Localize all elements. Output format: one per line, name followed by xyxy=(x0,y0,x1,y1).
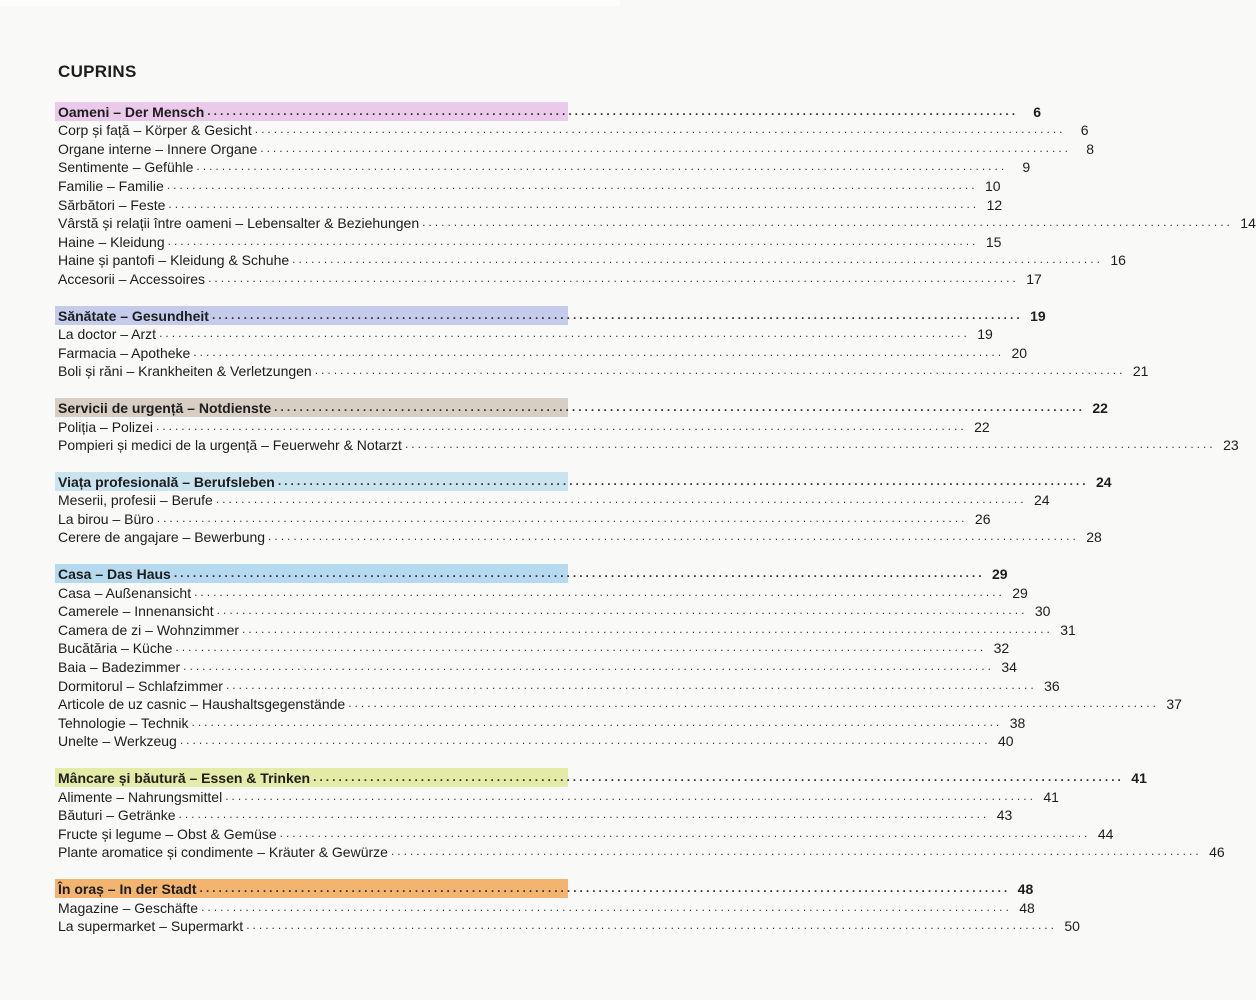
leader-dots: ................................................................................................................................ xyxy=(194,584,1005,599)
entry-title: Familie – Familie xyxy=(58,177,164,194)
section-page-number: 19 xyxy=(1030,307,1046,324)
entry-page-number: 34 xyxy=(1001,659,1017,676)
section-page-number: 22 xyxy=(1092,399,1108,416)
entry-page-number: 36 xyxy=(1044,677,1060,694)
entry-title: Poliția – Polizei xyxy=(58,418,153,435)
toc-entry[interactable] xyxy=(55,176,1001,195)
toc-entry[interactable] xyxy=(55,843,1225,862)
section-heading[interactable] xyxy=(55,768,1147,787)
leader-dots: ................................................................................................................................ xyxy=(404,437,1216,452)
toc-entry[interactable] xyxy=(55,343,1028,362)
entry-page-number: 10 xyxy=(984,177,1001,194)
toc-entry[interactable] xyxy=(55,917,1080,936)
entry-page-number: 23 xyxy=(1223,437,1239,454)
leader-dots: ................................................................................................................................ xyxy=(274,399,1085,414)
toc-entry[interactable] xyxy=(55,195,1003,214)
section-heading[interactable] xyxy=(55,879,1034,898)
leader-dots: ................................................................................................................................ xyxy=(215,492,1027,507)
toc-entry[interactable] xyxy=(55,417,990,436)
leader-dots: ................................................................................................................................ xyxy=(260,140,1071,155)
entry-page-number: 20 xyxy=(1011,344,1028,361)
leader-dots: ................................................................................................................................ xyxy=(156,510,968,525)
entry-title: Articole de uz casnic – Haushaltsgegenstände xyxy=(58,696,346,713)
entry-title: La birou – Büro xyxy=(58,510,154,527)
toc-entry[interactable] xyxy=(55,214,1256,233)
entry-title: Boli și răni – Krankheiten & Verletzungen xyxy=(58,363,312,380)
leader-dots: ................................................................................................................................ xyxy=(173,566,985,581)
entry-title: Unelte – Werkzeug xyxy=(58,733,177,750)
leader-dots: ................................................................................................................................ xyxy=(167,233,979,248)
entry-title: Cerere de angajare – Bewerbung xyxy=(58,529,266,546)
toc-entry[interactable] xyxy=(55,509,991,528)
entry-title: Farmacia – Apotheke xyxy=(58,344,191,361)
toc-section xyxy=(55,768,1225,861)
page-title: CUPRINS xyxy=(58,62,137,81)
section-page-number: 41 xyxy=(1131,770,1147,786)
entry-title: Pompieri și medici de la urgență – Feuerwehr & Notarzt xyxy=(58,437,402,454)
entry-page-number: 14 xyxy=(1240,215,1256,232)
leader-dots: ................................................................................................................................ xyxy=(183,659,994,674)
entry-title: Haine și pantofi – Kleidung & Schuhe xyxy=(58,252,290,269)
entry-page-number: 28 xyxy=(1086,529,1102,546)
entry-page-number: 37 xyxy=(1166,696,1182,713)
toc-entry[interactable] xyxy=(55,158,1031,177)
entry-title: La doctor – Arzt xyxy=(58,326,157,343)
leader-dots: ................................................................................................................................ xyxy=(422,215,1233,230)
toc-entry[interactable] xyxy=(55,251,1126,270)
toc-entry[interactable] xyxy=(55,824,1114,843)
section-page-number: 48 xyxy=(1017,880,1034,897)
toc-entry[interactable] xyxy=(55,139,1094,158)
entry-title: Magazine – Geschäfte xyxy=(58,899,199,916)
entry-title: Meserii, profesii – Berufe xyxy=(58,492,213,509)
toc-section xyxy=(55,102,1256,288)
entry-title: Camerele – Innenansicht xyxy=(58,603,214,620)
toc-entry[interactable] xyxy=(55,620,1076,639)
section-title: În oraș – In der Stadt xyxy=(58,880,197,897)
toc-entry[interactable] xyxy=(55,583,1028,602)
toc-entry[interactable] xyxy=(55,657,1017,676)
leader-dots: ................................................................................................................................ xyxy=(254,122,1066,137)
entry-title: Sentimente – Gefühle xyxy=(58,159,194,176)
entry-page-number: 29 xyxy=(1012,584,1028,601)
toc-entry[interactable] xyxy=(55,676,1060,695)
entry-page-number: 21 xyxy=(1132,363,1149,380)
entry-title: Organe interne – Innere Organe xyxy=(58,140,258,157)
leader-dots: ................................................................................................................................ xyxy=(155,418,967,433)
entry-page-number: 50 xyxy=(1064,918,1080,935)
leader-dots: ................................................................................................................................ xyxy=(313,770,1124,784)
entry-title: Camera de zi – Wohnzimmer xyxy=(58,621,240,638)
entry-title: Haine – Kleidung xyxy=(58,233,165,250)
entry-title: Tehnologie – Technik xyxy=(58,714,189,731)
leader-dots: ................................................................................................................................ xyxy=(193,344,1005,359)
entry-title: Plante aromatice și condimente – Kräuter & Gewürze xyxy=(58,844,388,861)
entry-page-number: 30 xyxy=(1034,603,1051,620)
section-title: Sănătate – Gesundheit xyxy=(58,307,209,324)
toc-section xyxy=(55,306,1149,380)
entry-title: Dormitorul – Schlafzimmer xyxy=(58,677,223,694)
leader-dots: ................................................................................................................................ xyxy=(191,714,1003,729)
section-title: Viața profesională – Berufsleben xyxy=(58,473,275,490)
section-heading[interactable] xyxy=(55,564,1008,583)
toc-entry[interactable] xyxy=(55,695,1182,714)
section-page-number: 24 xyxy=(1096,473,1112,490)
entry-title: Corp și față – Körper & Gesicht xyxy=(58,122,252,139)
entry-page-number: 32 xyxy=(993,640,1010,657)
toc-entry[interactable] xyxy=(55,325,993,344)
entry-page-number: 31 xyxy=(1060,621,1076,638)
section-heading[interactable] xyxy=(55,472,1112,491)
entry-page-number: 40 xyxy=(997,733,1014,750)
section-heading[interactable] xyxy=(55,398,1108,417)
toc-section xyxy=(55,564,1182,750)
entry-title: Casa – Außenansicht xyxy=(58,584,192,601)
leader-dots: ................................................................................................................................ xyxy=(175,640,987,655)
leader-dots: ................................................................................................................................ xyxy=(292,252,1103,267)
toc-entry[interactable] xyxy=(55,269,1042,288)
toc-entry[interactable] xyxy=(55,232,1002,251)
leader-dots: ................................................................................................................................ xyxy=(178,807,990,822)
toc-entry[interactable] xyxy=(55,121,1089,140)
leader-dots: ................................................................................................................................ xyxy=(277,473,1089,488)
leader-dots: ................................................................................................................................ xyxy=(199,880,1011,895)
toc-entry[interactable] xyxy=(55,806,1013,825)
leader-dots: ................................................................................................................................ xyxy=(225,677,1037,692)
entry-page-number: 6 xyxy=(1080,122,1089,139)
leader-dots: ................................................................................................................................ xyxy=(159,326,970,341)
entry-page-number: 38 xyxy=(1009,714,1026,731)
toc-entry[interactable] xyxy=(55,898,1035,917)
leader-dots: ................................................................................................................................ xyxy=(242,621,1053,636)
section-title: Oameni – Der Mensch xyxy=(58,103,205,120)
entry-title: Vârstă și relații între oameni – Lebensalter & Beziehungen xyxy=(58,215,420,232)
leader-dots: ................................................................................................................................ xyxy=(279,825,1091,840)
entry-page-number: 41 xyxy=(1043,788,1059,805)
toc-entry[interactable] xyxy=(55,528,1102,547)
entry-page-number: 48 xyxy=(1019,899,1035,916)
leader-dots: ................................................................................................................................ xyxy=(268,529,1079,544)
section-page-number: 6 xyxy=(1033,103,1042,120)
page-top-edge xyxy=(0,0,620,6)
toc-section xyxy=(55,879,1080,935)
entry-title: Fructe și legume – Obst & Gemüse xyxy=(58,825,277,842)
toc-entry[interactable] xyxy=(55,732,1014,751)
leader-dots: ................................................................................................................................ xyxy=(179,733,991,748)
toc-entry[interactable] xyxy=(55,436,1239,455)
leader-dots: ................................................................................................................................ xyxy=(196,159,1008,174)
toc-entry[interactable] xyxy=(55,639,1010,658)
leader-dots: ................................................................................................................................ xyxy=(201,899,1012,914)
entry-page-number: 24 xyxy=(1034,492,1050,509)
entry-page-number: 16 xyxy=(1110,252,1126,269)
entry-page-number: 15 xyxy=(985,233,1002,250)
toc-section xyxy=(55,472,1112,546)
entry-page-number: 19 xyxy=(977,326,993,343)
toc-entry[interactable] xyxy=(55,713,1026,732)
toc-entry[interactable] xyxy=(55,362,1149,381)
entry-page-number: 22 xyxy=(974,418,990,435)
toc-entry[interactable] xyxy=(55,787,1059,806)
entry-page-number: 44 xyxy=(1097,825,1114,842)
entry-title: Baia – Badezimmer xyxy=(58,659,181,676)
leader-dots: ................................................................................................................................ xyxy=(168,196,980,211)
entry-page-number: 12 xyxy=(986,196,1003,213)
leader-dots: ................................................................................................................................ xyxy=(390,844,1202,859)
leader-dots: ................................................................................................................................ xyxy=(246,918,1057,933)
section-title: Mâncare și băutură – Essen & Trinken xyxy=(58,770,311,786)
entry-page-number: 46 xyxy=(1209,844,1225,861)
entry-title: Bucătăria – Küche xyxy=(58,640,173,657)
entry-page-number: 43 xyxy=(996,807,1013,824)
entry-title: Alimente – Nahrungsmittel xyxy=(58,788,223,805)
leader-dots: ................................................................................................................................ xyxy=(225,788,1036,803)
entry-page-number: 26 xyxy=(974,510,991,527)
entry-title: Băuturi – Getränke xyxy=(58,807,176,824)
entry-page-number: 17 xyxy=(1026,270,1042,287)
leader-dots: ................................................................................................................................ xyxy=(216,603,1028,618)
leader-dots: ................................................................................................................................ xyxy=(166,177,978,192)
leader-dots: ................................................................................................................................ xyxy=(348,696,1159,711)
toc-entry[interactable] xyxy=(55,491,1050,510)
leader-dots: ................................................................................................................................ xyxy=(211,307,1023,322)
table-of-contents xyxy=(55,102,1256,953)
leader-dots: ................................................................................................................................ xyxy=(207,103,1019,118)
entry-page-number: 8 xyxy=(1086,140,1094,157)
entry-title: Accesorii – Accessoires xyxy=(58,270,206,287)
toc-entry[interactable] xyxy=(55,602,1051,621)
entry-title: Sărbători – Feste xyxy=(58,196,166,213)
entry-page-number: 9 xyxy=(1022,159,1031,176)
section-heading[interactable] xyxy=(55,306,1046,325)
leader-dots: ................................................................................................................................ xyxy=(208,270,1019,285)
section-page-number: 29 xyxy=(992,566,1008,583)
section-title: Casa – Das Haus xyxy=(58,566,171,583)
leader-dots: ................................................................................................................................ xyxy=(314,363,1126,378)
entry-title: La supermarket – Supermarkt xyxy=(58,918,244,935)
section-title: Servicii de urgență – Notdienste xyxy=(58,399,272,416)
section-heading[interactable] xyxy=(55,102,1042,121)
toc-section xyxy=(55,398,1239,454)
